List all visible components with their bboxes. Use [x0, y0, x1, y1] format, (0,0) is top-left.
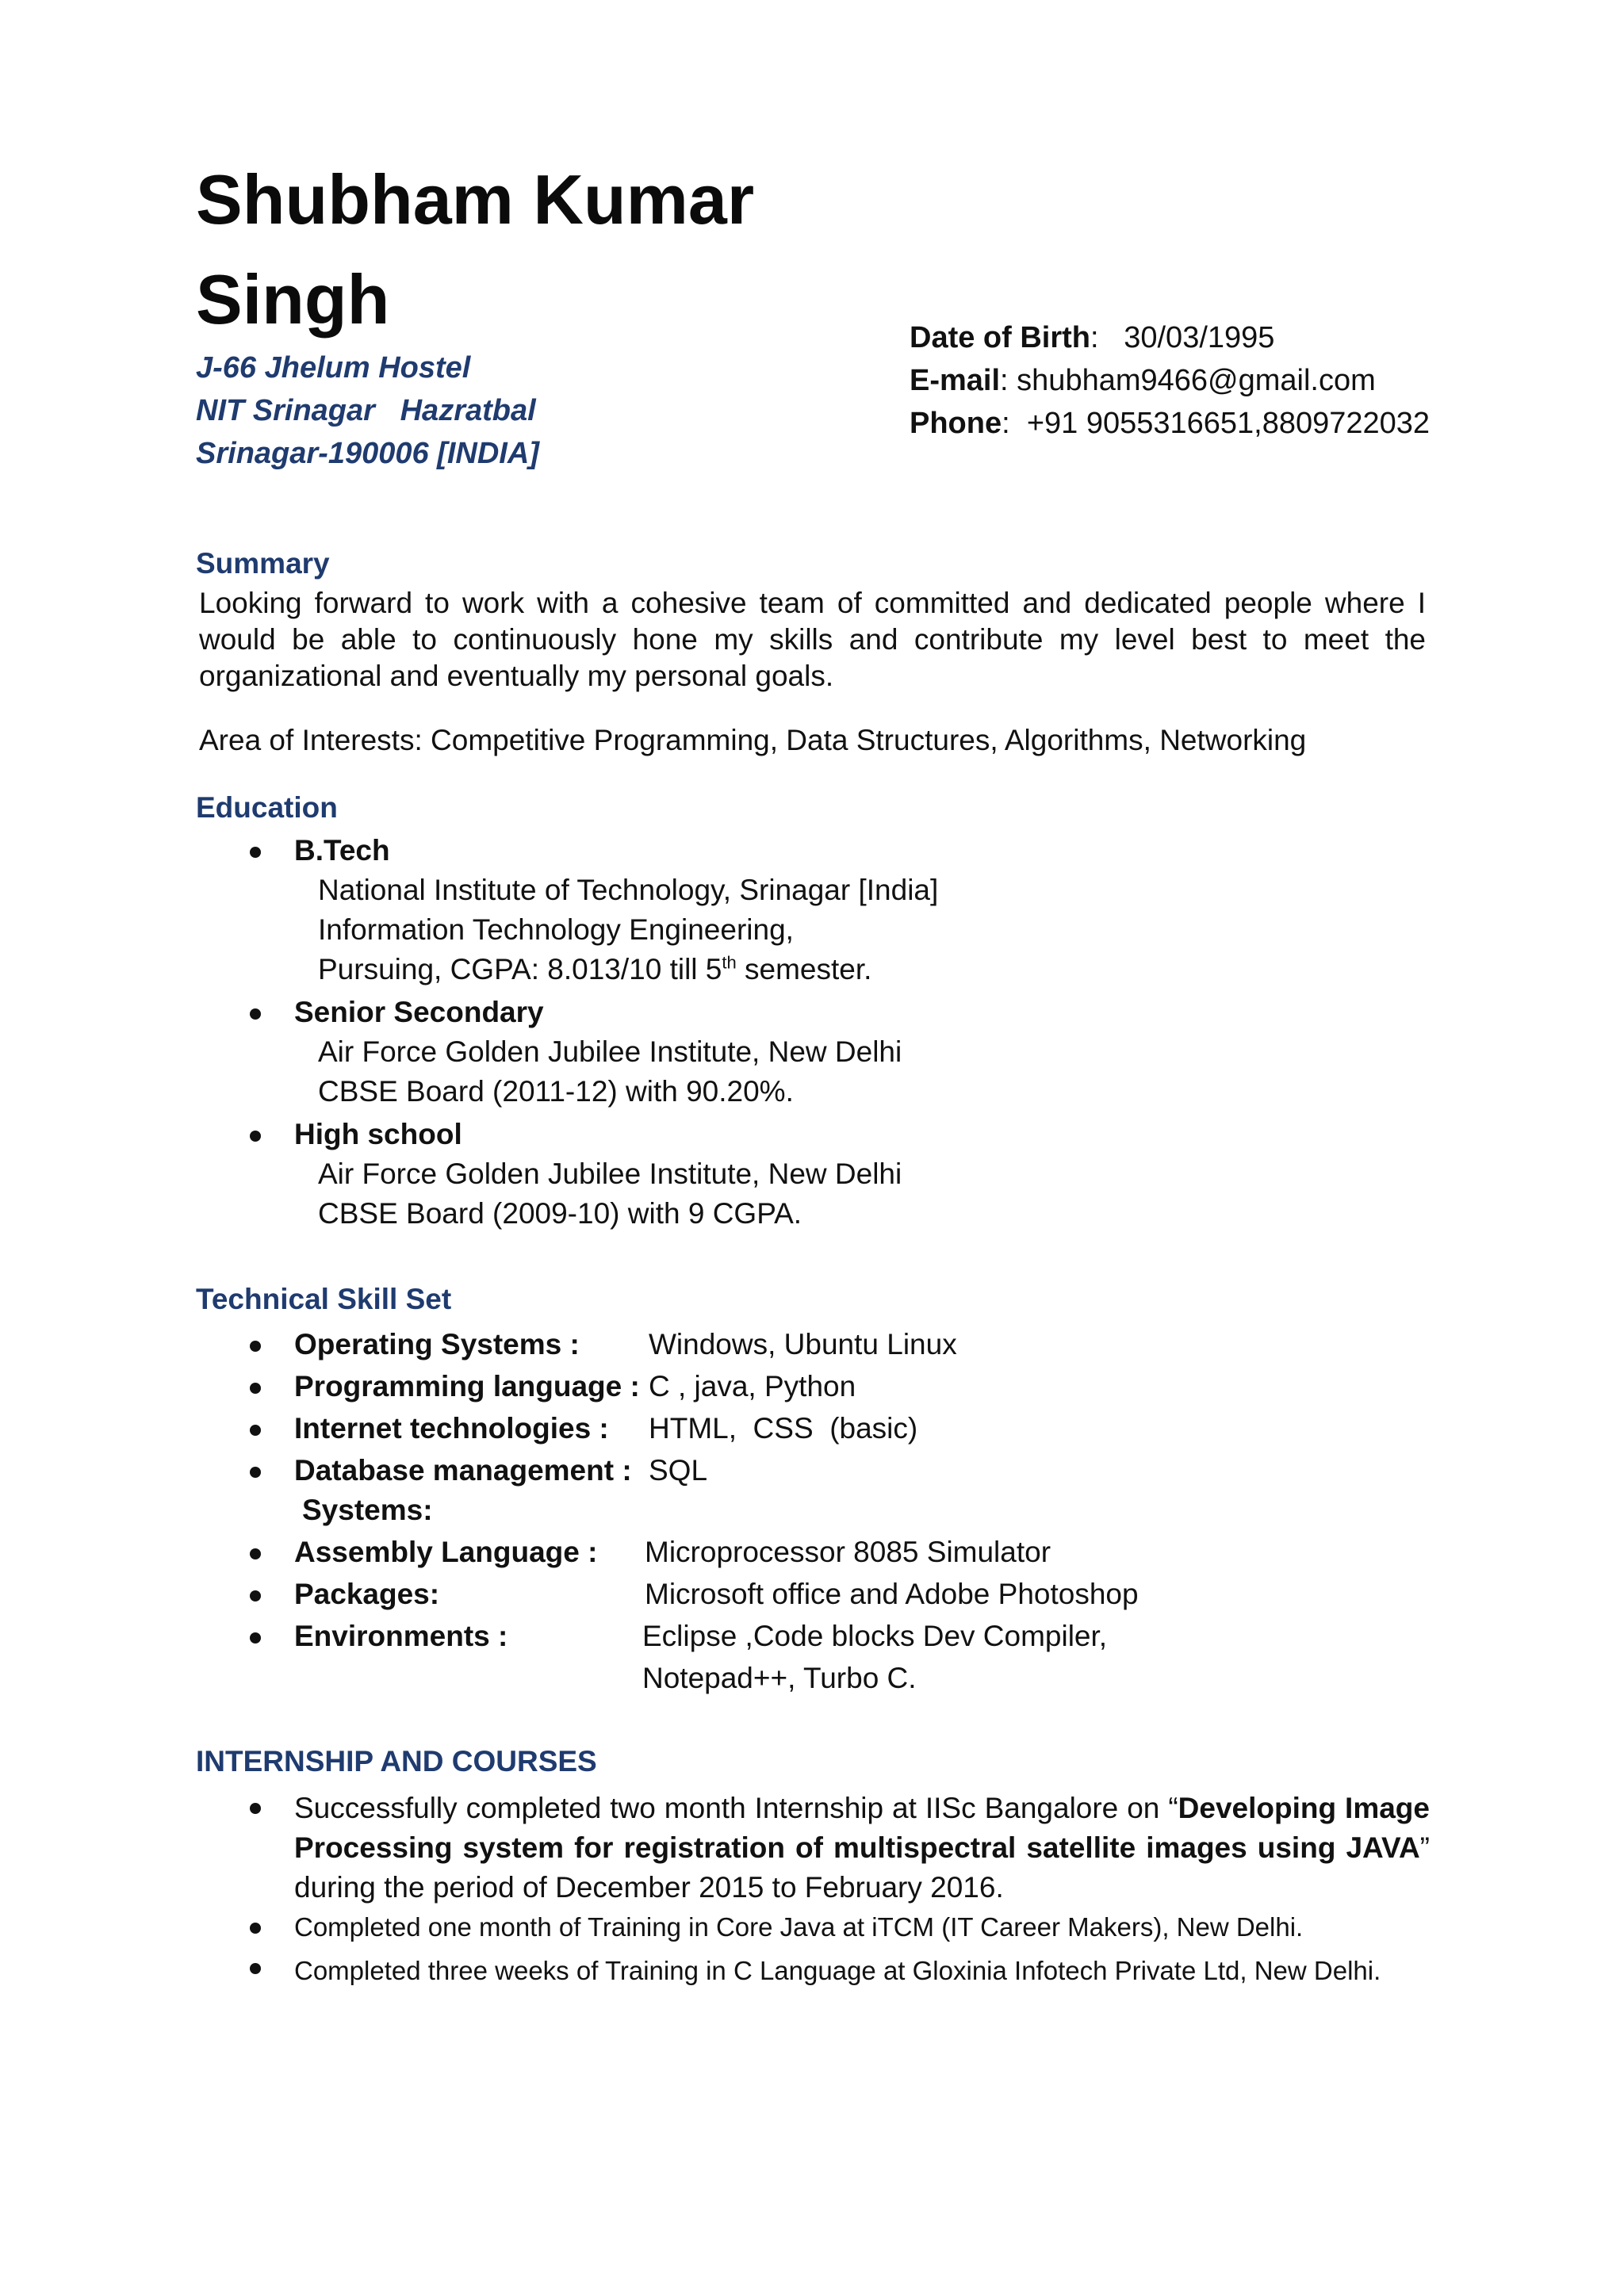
skill-label: Programming language : [294, 1370, 640, 1402]
name-line-1: Shubham Kumar [196, 160, 755, 239]
education-btech-line-2: Information Technology Engineering, [318, 913, 794, 946]
bullet [250, 1803, 261, 1814]
dob-label: Date of Birth [910, 321, 1090, 354]
education-highschool-line-2: CBSE Board (2009-10) with 9 CGPA. [318, 1197, 802, 1230]
summary-paragraph: Looking forward to work with a cohesive team of committed and dedicated people where I would be able to continuously hone my skills and contribute my level best to meet the organizational and eventually my personal goals. [199, 587, 1426, 692]
bullet [250, 847, 261, 858]
skill-value: SQL [649, 1454, 708, 1487]
internship-heading: INTERNSHIP AND COURSES [196, 1745, 597, 1777]
skill-label: Assembly Language : [294, 1536, 598, 1568]
education-btech-cgpa: Pursuing, CGPA: 8.013/10 till 5th semester. [318, 952, 872, 985]
skill-label-continued: Systems: [302, 1494, 433, 1526]
skill-value: Windows, Ubuntu Linux [649, 1328, 957, 1360]
skill-label: Database management : [294, 1454, 632, 1487]
bullet [250, 1467, 261, 1478]
interests-line: Area of Interests: Competitive Programming, Data Structures, Algorithms, Networking [199, 724, 1307, 756]
address-line-3: Srinagar-190006 [INDIA] [196, 437, 539, 470]
internship-item-3: Completed three weeks of Training in C Language at Gloxinia Infotech Private Ltd, New Delhi. [294, 1956, 1381, 1985]
skill-value: Microsoft office and Adobe Photoshop [645, 1578, 1139, 1610]
skill-value: Eclipse ,Code blocks Dev Compiler, [642, 1620, 1108, 1652]
skill-label: Internet technologies : [294, 1412, 609, 1445]
skill-label: Environments : [294, 1620, 508, 1652]
dob-line: Date of Birth: 30/03/1995 [910, 321, 1275, 354]
email-value[interactable]: shubham9466@gmail.com [1017, 364, 1376, 397]
bullet [250, 1341, 261, 1352]
skill-value: Microprocessor 8085 Simulator [645, 1536, 1051, 1568]
education-btech-line-1: National Institute of Technology, Srinagar [India] [318, 874, 939, 906]
bullet [250, 1425, 261, 1436]
skill-value: HTML, CSS (basic) [649, 1412, 918, 1445]
bullet [250, 1008, 261, 1020]
bullet [250, 1632, 261, 1644]
skill-label: Operating Systems : [294, 1328, 580, 1360]
education-senior-line-2: CBSE Board (2011-12) with 90.20%. [318, 1075, 794, 1108]
bullet [250, 1548, 261, 1559]
skills-heading: Technical Skill Set [196, 1283, 452, 1315]
bullet [250, 1963, 261, 1974]
education-highschool-line-1: Air Force Golden Jubilee Institute, New Delhi [318, 1158, 902, 1190]
dob-value: 30/03/1995 [1124, 321, 1275, 354]
education-highschool-title: High school [294, 1118, 462, 1150]
internship-item-1: Successfully completed two month Internship at IISc Bangalore on “Developing Image Processing system for registration of multispectral satellite images using JAVA” during the period of December 2015 to February 2016. [294, 1792, 1430, 1904]
skill-label: Packages: [294, 1578, 440, 1610]
bullet [250, 1383, 261, 1394]
name-line-2: Singh [196, 260, 390, 339]
education-btech-title: B.Tech [294, 834, 390, 867]
address-line-2: NIT Srinagar Hazratbal [196, 394, 536, 427]
internship-item-2: Completed one month of Training in Core Java at iTCM (IT Career Makers), New Delhi. [294, 1912, 1304, 1942]
email-line: E-mail: shubham9466@gmail.com [910, 364, 1376, 397]
bullet [250, 1131, 261, 1142]
education-senior-title: Senior Secondary [294, 996, 544, 1028]
skill-value-continued: Notepad++, Turbo C. [642, 1662, 917, 1694]
education-senior-line-1: Air Force Golden Jubilee Institute, New Delhi [318, 1035, 902, 1068]
phone-line: Phone: +91 9055316651,8809722032 [910, 407, 1431, 440]
email-label: E-mail [910, 364, 1001, 397]
phone-value: +91 9055316651,8809722032 [1026, 407, 1431, 440]
phone-label: Phone [910, 407, 1002, 440]
bullet [250, 1590, 261, 1601]
skill-value: C , java, Python [649, 1370, 856, 1402]
education-heading: Education [196, 791, 338, 824]
address-line-1: J-66 Jhelum Hostel [196, 351, 471, 385]
summary-heading: Summary [196, 547, 330, 580]
bullet [250, 1923, 261, 1934]
